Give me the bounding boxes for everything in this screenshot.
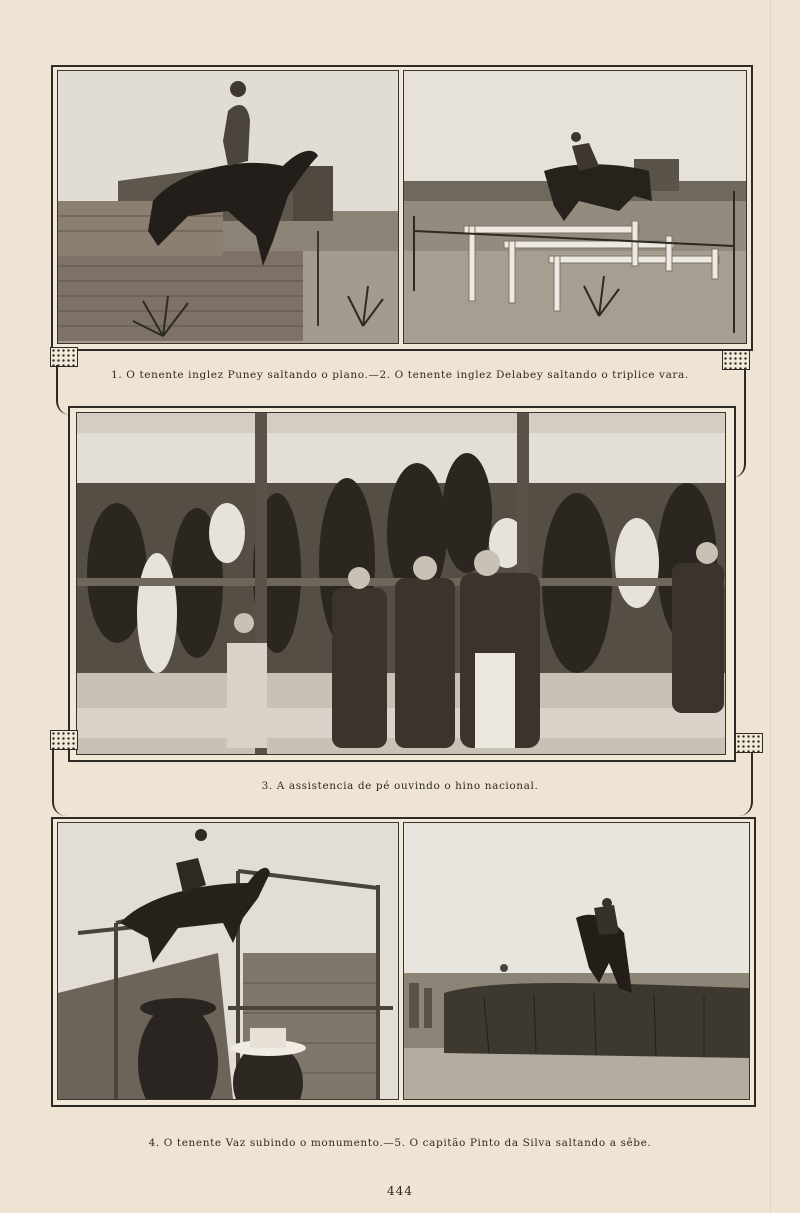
caption-photos-1-2: 1. O tenente inglez Puney saltando o plano.—2. O tenente inglez Delabey saltando o triplice vara.	[111, 369, 689, 381]
photo-pinto-da-silva-jumping-hedge	[403, 822, 750, 1100]
ornament-corner-top-right	[722, 350, 750, 370]
photo-vaz-climbing-monument	[57, 822, 399, 1100]
caption-photo-3: 3. A assistencia de pé ouvindo o hino nacional.	[261, 780, 539, 792]
ornament-corner-top-left	[50, 347, 78, 367]
photo-delabey-jumping-triple-bar	[403, 70, 747, 344]
ornament-corner-middle-left	[50, 730, 78, 750]
caption-photos-4-5: 4. O tenente Vaz subindo o monumento.—5. O capitão Pinto da Silva saltando a sêbe.	[148, 1137, 652, 1149]
page-crease	[770, 0, 771, 1213]
ornament-scroll-middle-right	[733, 752, 753, 816]
photo-audience-national-anthem	[76, 412, 726, 755]
page-number: 444	[387, 1184, 413, 1198]
ornament-corner-middle-right	[735, 733, 763, 753]
ornament-scroll-middle-left	[52, 748, 72, 816]
photo-puney-jumping-plane	[57, 70, 399, 344]
